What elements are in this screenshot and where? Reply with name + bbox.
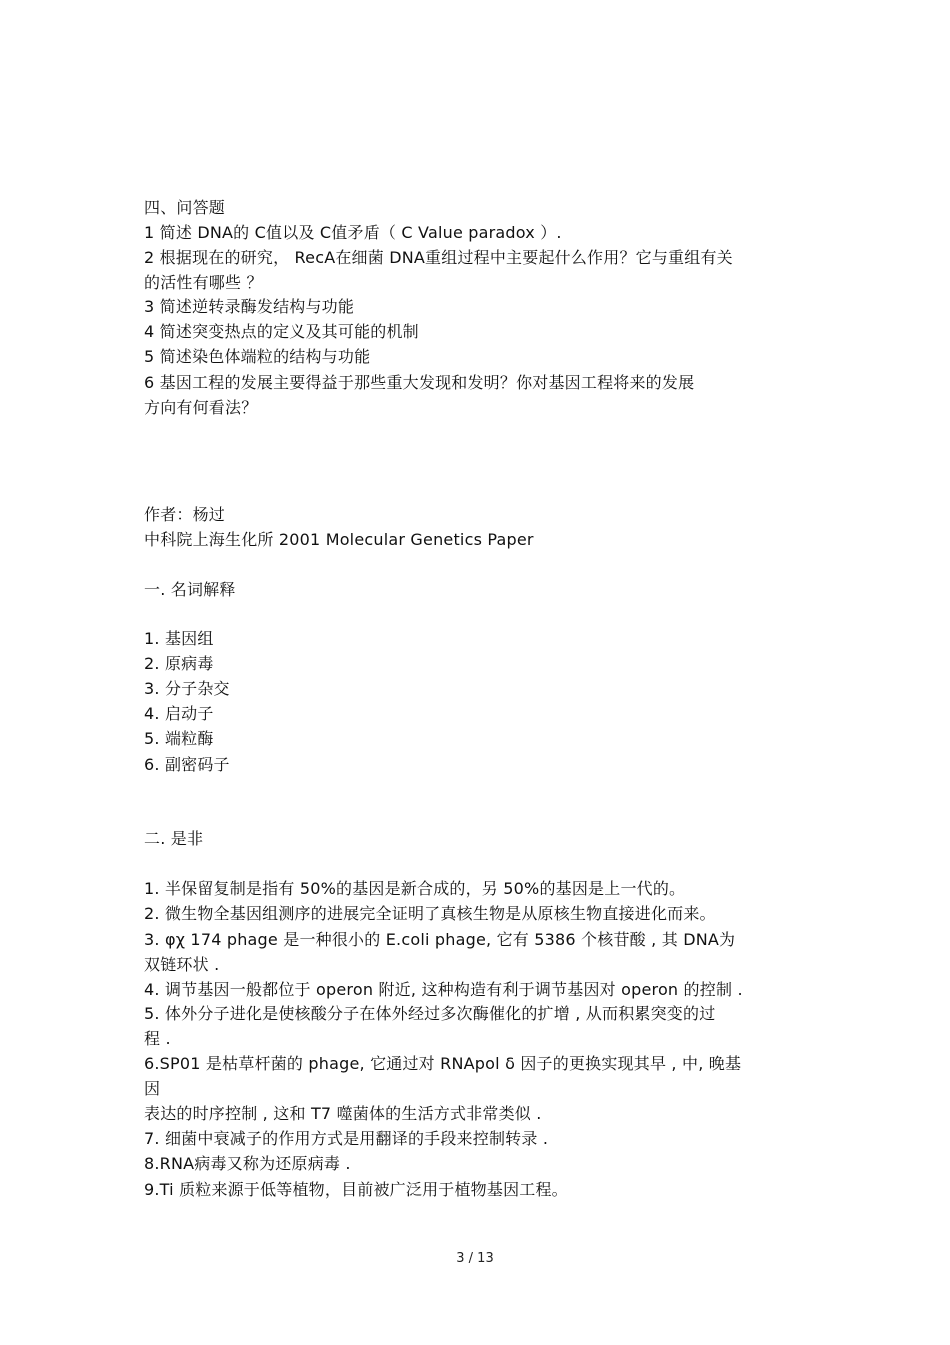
qa-line: 5 简述染色体端粒的结构与功能 [144, 347, 371, 366]
true-false-line: 5. 体外分子进化是使核酸分子在体外经过多次酶催化的扩增 , 从而积累突变的过 [144, 1004, 716, 1023]
terms-heading: 一. 名词解释 [144, 580, 236, 599]
qa-line: 1 简述 DNA的 C值以及 C值矛盾（ C Value paradox ）. [144, 223, 562, 242]
term-item: 6. 副密码子 [144, 755, 230, 774]
term-item: 3. 分子杂交 [144, 679, 230, 698]
qa-heading: 四、问答题 [144, 198, 226, 217]
true-false-line: 9.Ti 质粒来源于低等植物，目前被广泛用于植物基因工程。 [144, 1180, 568, 1199]
true-false-line: 因 [144, 1079, 161, 1098]
term-item: 5. 端粒酶 [144, 729, 214, 748]
qa-line: 的活性有哪些 ？ [144, 273, 263, 292]
true-false-line: 程 . [144, 1029, 171, 1048]
qa-line: 3 简述逆转录酶发结构与功能 [144, 297, 355, 316]
term-item: 1. 基因组 [144, 629, 214, 648]
true-false-line: 1. 半保留复制是指有 50%的基因是新合成的，另 50%的基因是上一代的。 [144, 879, 686, 898]
true-false-line: 表达的时序控制 , 这和 T7 噬菌体的生活方式非常类似 . [144, 1104, 542, 1123]
true-false-line: 4. 调节基因一般都位于 operon 附近, 这种构造有利于调节基因对 operon 的控制 . [144, 980, 743, 999]
true-false-line: 6.SP01 是枯草杆菌的 phage, 它通过对 RNApol δ 因子的更换实现其早 , 中, 晚基 [144, 1054, 742, 1073]
paper-title: 中科院上海生化所 2001 Molecular Genetics Paper [144, 530, 534, 549]
qa-line: 4 简述突变热点的定义及其可能的机制 [144, 322, 419, 341]
true-false-heading: 二. 是非 [144, 829, 204, 848]
qa-line: 方向有何看法？ [144, 398, 258, 417]
true-false-line: 3. φχ 174 phage 是一种很小的 E.coli phage, 它有 5386 个核苷酸 , 其 DNA为 [144, 930, 736, 949]
true-false-line: 8.RNA病毒又称为还原病毒 . [144, 1154, 351, 1173]
true-false-line: 双链环状 . [144, 955, 220, 974]
qa-line: 6 基因工程的发展主要得益于那些重大发现和发明？你对基因工程将来的发展 [144, 373, 695, 392]
author-line: 作者：杨过 [144, 505, 226, 524]
page-number: 3 / 13 [456, 1251, 494, 1266]
term-item: 2. 原病毒 [144, 654, 214, 673]
true-false-line: 7. 细菌中衰减子的作用方式是用翻译的手段来控制转录 . [144, 1129, 549, 1148]
qa-line: 2 根据现在的研究， RecA在细菌 DNA重组过程中主要起什么作用？它与重组有关 [144, 248, 733, 267]
true-false-line: 2. 微生物全基因组测序的进展完全证明了真核生物是从原核生物直接进化而来。 [144, 904, 716, 923]
term-item: 4. 启动子 [144, 704, 214, 723]
